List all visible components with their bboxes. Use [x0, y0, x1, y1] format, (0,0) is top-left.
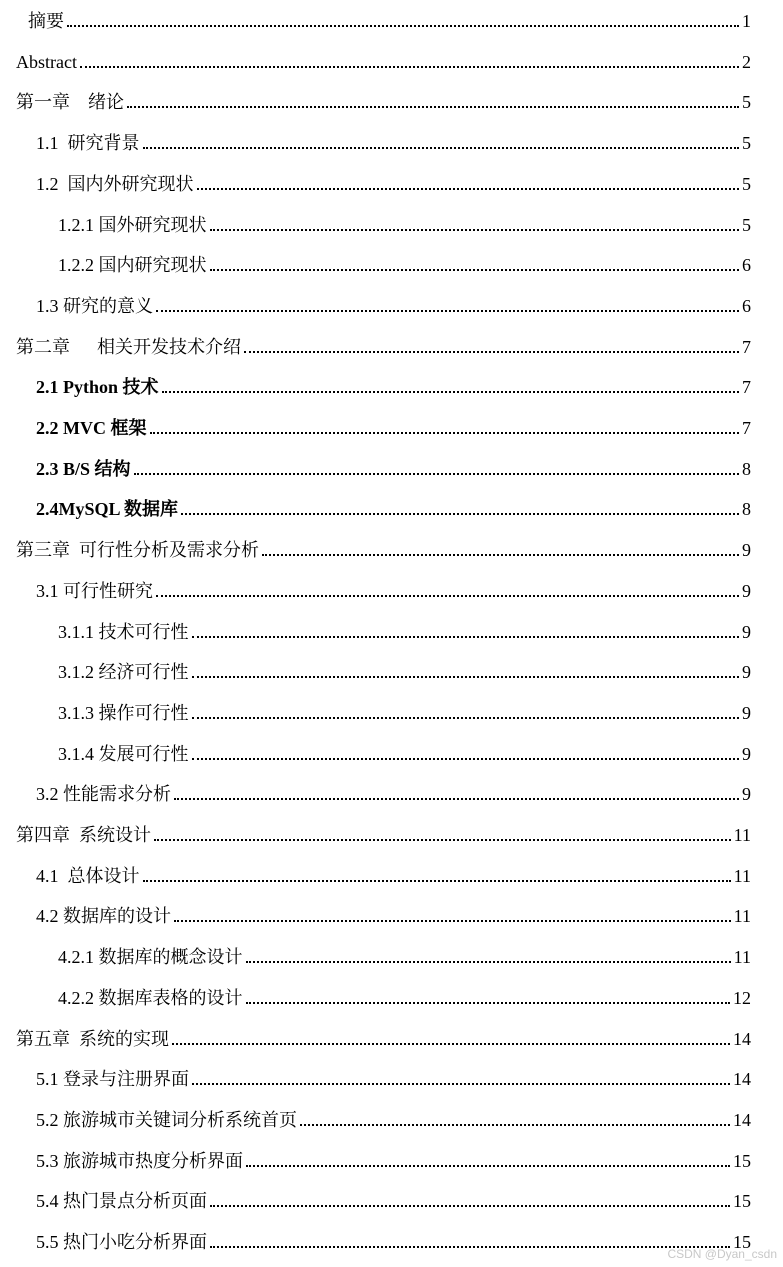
- toc-entry-page-number: 5: [742, 92, 751, 113]
- toc-entry-page-number: 8: [742, 458, 751, 479]
- toc-entry-page-number: 9: [742, 784, 751, 805]
- toc-entry-label: 第五章 系统的实现: [16, 1028, 169, 1049]
- toc-entry-page-number: 6: [742, 295, 751, 316]
- dot-leader: [210, 1204, 730, 1207]
- toc-entry[interactable]: [0, 165, 783, 195]
- toc-entry-label: 摘要: [28, 11, 64, 31]
- toc-entry[interactable]: [0, 572, 783, 602]
- dot-leader: [80, 65, 739, 68]
- dot-leader: [262, 553, 739, 556]
- toc-entry[interactable]: [0, 83, 783, 113]
- toc-entry-page-number: 11: [733, 825, 751, 845]
- toc-entry-label: Abstract: [16, 51, 77, 72]
- dot-leader: [134, 472, 739, 475]
- dot-leader: [192, 716, 740, 719]
- toc-entry[interactable]: [0, 124, 783, 154]
- toc-entry-label: 3.1.1 技术可行性: [58, 621, 189, 642]
- dot-leader: [192, 675, 740, 678]
- dot-leader: [246, 960, 731, 963]
- dot-leader: [156, 309, 739, 312]
- toc-entry-page-number: 15: [733, 1150, 751, 1171]
- toc-entry-label: 1.2.2 国内研究现状: [58, 255, 207, 276]
- toc-entry-label: 5.5 热门小吃分析界面: [36, 1232, 207, 1252]
- toc-entry-label: 1.2.1 国外研究现状: [58, 214, 207, 235]
- dot-leader: [246, 1001, 731, 1004]
- toc-entry[interactable]: [0, 694, 783, 724]
- toc-entry[interactable]: [0, 653, 783, 683]
- dot-leader: [192, 1082, 730, 1085]
- toc-entry[interactable]: [0, 1182, 783, 1212]
- toc-entry-label: 5.1 登录与注册界面: [36, 1069, 189, 1090]
- toc-entry-label: 4.2 数据库的设计: [36, 906, 171, 927]
- toc-entry-label: 5.3 旅游城市热度分析界面: [36, 1150, 243, 1171]
- dot-leader: [246, 1164, 730, 1167]
- toc-entry-page-number: 5: [742, 133, 751, 154]
- dot-leader: [67, 24, 739, 27]
- toc-entry-page-number: 7: [742, 377, 751, 398]
- toc-entry-page-number: 14: [733, 1069, 751, 1090]
- toc-entry-page-number: 11: [733, 865, 751, 886]
- toc-entry-page-number: 6: [742, 255, 751, 276]
- toc-entry-label: 2.2 MVC 框架: [36, 418, 147, 438]
- toc-entry-label: 3.1 可行性研究: [36, 580, 153, 601]
- dot-leader: [300, 1123, 730, 1126]
- dot-leader: [181, 512, 739, 515]
- toc-entry-label: 4.1 总体设计: [36, 865, 140, 886]
- toc-entry-page-number: 8: [742, 499, 751, 520]
- toc-entry-page-number: 14: [733, 1028, 751, 1049]
- toc-entry[interactable]: [0, 1020, 783, 1050]
- toc-entry-page-number: 9: [742, 621, 751, 642]
- toc-entry-label: 1.3 研究的意义: [36, 295, 153, 316]
- toc-entry[interactable]: [0, 857, 783, 887]
- toc-entry-label: 5.2 旅游城市关键词分析系统首页: [36, 1109, 297, 1130]
- toc-entry-label: 第四章 系统设计: [16, 825, 151, 845]
- toc-entry[interactable]: [0, 368, 783, 398]
- dot-leader: [154, 838, 731, 841]
- dot-leader: [174, 919, 731, 922]
- dot-leader: [174, 797, 739, 800]
- toc-entry[interactable]: [0, 206, 783, 236]
- toc-entry-label: 5.4 热门景点分析页面: [36, 1191, 207, 1212]
- dot-leader: [210, 1245, 730, 1248]
- toc-entry[interactable]: [0, 287, 783, 317]
- dot-leader: [143, 879, 731, 882]
- toc-entry-label: 4.2.1 数据库的概念设计: [58, 947, 243, 968]
- toc-entry-page-number: 9: [742, 743, 751, 764]
- dot-leader: [150, 431, 740, 434]
- dot-leader: [192, 635, 740, 638]
- toc-entry-label: 3.1.2 经济可行性: [58, 662, 189, 683]
- toc-entry-label: 2.3 B/S 结构: [36, 458, 131, 479]
- toc-entry-label: 第三章 可行性分析及需求分析: [16, 540, 259, 561]
- toc-entry[interactable]: [0, 613, 783, 643]
- toc-entry-label: 4.2.2 数据库表格的设计: [58, 987, 243, 1008]
- toc-entry[interactable]: [0, 1223, 783, 1253]
- toc-entry[interactable]: [0, 1142, 783, 1172]
- dot-leader: [192, 757, 740, 760]
- dot-leader: [210, 228, 740, 231]
- toc-entry-page-number: 1: [742, 11, 751, 31]
- toc-entry-page-number: 9: [742, 662, 751, 683]
- dot-leader: [162, 390, 739, 393]
- toc-entry-page-number: 9: [742, 540, 751, 561]
- dot-leader: [244, 350, 739, 353]
- toc-entry[interactable]: [0, 328, 783, 358]
- toc-entry[interactable]: [0, 979, 783, 1009]
- toc-entry-page-number: 5: [742, 214, 751, 235]
- toc-entry[interactable]: [0, 2, 783, 32]
- toc-entry[interactable]: [0, 409, 783, 439]
- toc-entry[interactable]: [0, 938, 783, 968]
- dot-leader: [210, 268, 740, 271]
- toc-entry-page-number: 5: [742, 173, 751, 194]
- toc-entry-label: 2.1 Python 技术: [36, 377, 159, 398]
- toc-entry[interactable]: [0, 897, 783, 927]
- toc-entry-label: 3.2 性能需求分析: [36, 784, 171, 805]
- toc-entry-label: 2.4MySQL 数据库: [36, 499, 179, 520]
- toc-entry[interactable]: [0, 490, 783, 520]
- dot-leader: [172, 1042, 730, 1045]
- toc-entry-page-number: 11: [733, 947, 751, 968]
- toc-entry[interactable]: [0, 43, 783, 73]
- toc-entry[interactable]: [0, 1060, 783, 1090]
- toc-entry[interactable]: [0, 775, 783, 805]
- toc-entry-label: 1.1 研究背景: [36, 133, 140, 154]
- toc-entry-page-number: 9: [742, 580, 751, 601]
- toc-entry-page-number: 15: [733, 1232, 751, 1252]
- toc-entry[interactable]: [0, 531, 783, 561]
- dot-leader: [156, 594, 739, 597]
- dot-leader: [197, 187, 740, 190]
- toc-entry-label: 第一章 绪论: [16, 92, 124, 113]
- toc-entry-label: 1.2 国内外研究现状: [36, 173, 194, 194]
- toc-entry[interactable]: [0, 816, 783, 846]
- toc-entry-page-number: 7: [742, 418, 751, 438]
- toc-entry-page-number: 2: [742, 51, 751, 72]
- toc-entry-page-number: 9: [742, 702, 751, 723]
- toc-entry-page-number: 12: [733, 987, 751, 1008]
- toc-entry-label: 3.1.3 操作可行性: [58, 702, 189, 723]
- toc-entry[interactable]: [0, 246, 783, 276]
- toc-entry-page-number: 11: [733, 906, 751, 927]
- dot-leader: [143, 146, 740, 149]
- toc-entry[interactable]: [0, 735, 783, 765]
- watermark: CSDN @Dyan_csdn: [667, 1247, 777, 1261]
- toc-entry-label: 3.1.4 发展可行性: [58, 743, 189, 764]
- toc-entry-label: 第二章 相关开发技术介绍: [16, 336, 241, 357]
- toc-entry-page-number: 7: [742, 336, 751, 357]
- toc-entry[interactable]: [0, 450, 783, 480]
- dot-leader: [127, 105, 739, 108]
- toc-entry-page-number: 14: [733, 1109, 751, 1130]
- toc-entry-page-number: 15: [733, 1191, 751, 1212]
- toc-entry[interactable]: [0, 1101, 783, 1131]
